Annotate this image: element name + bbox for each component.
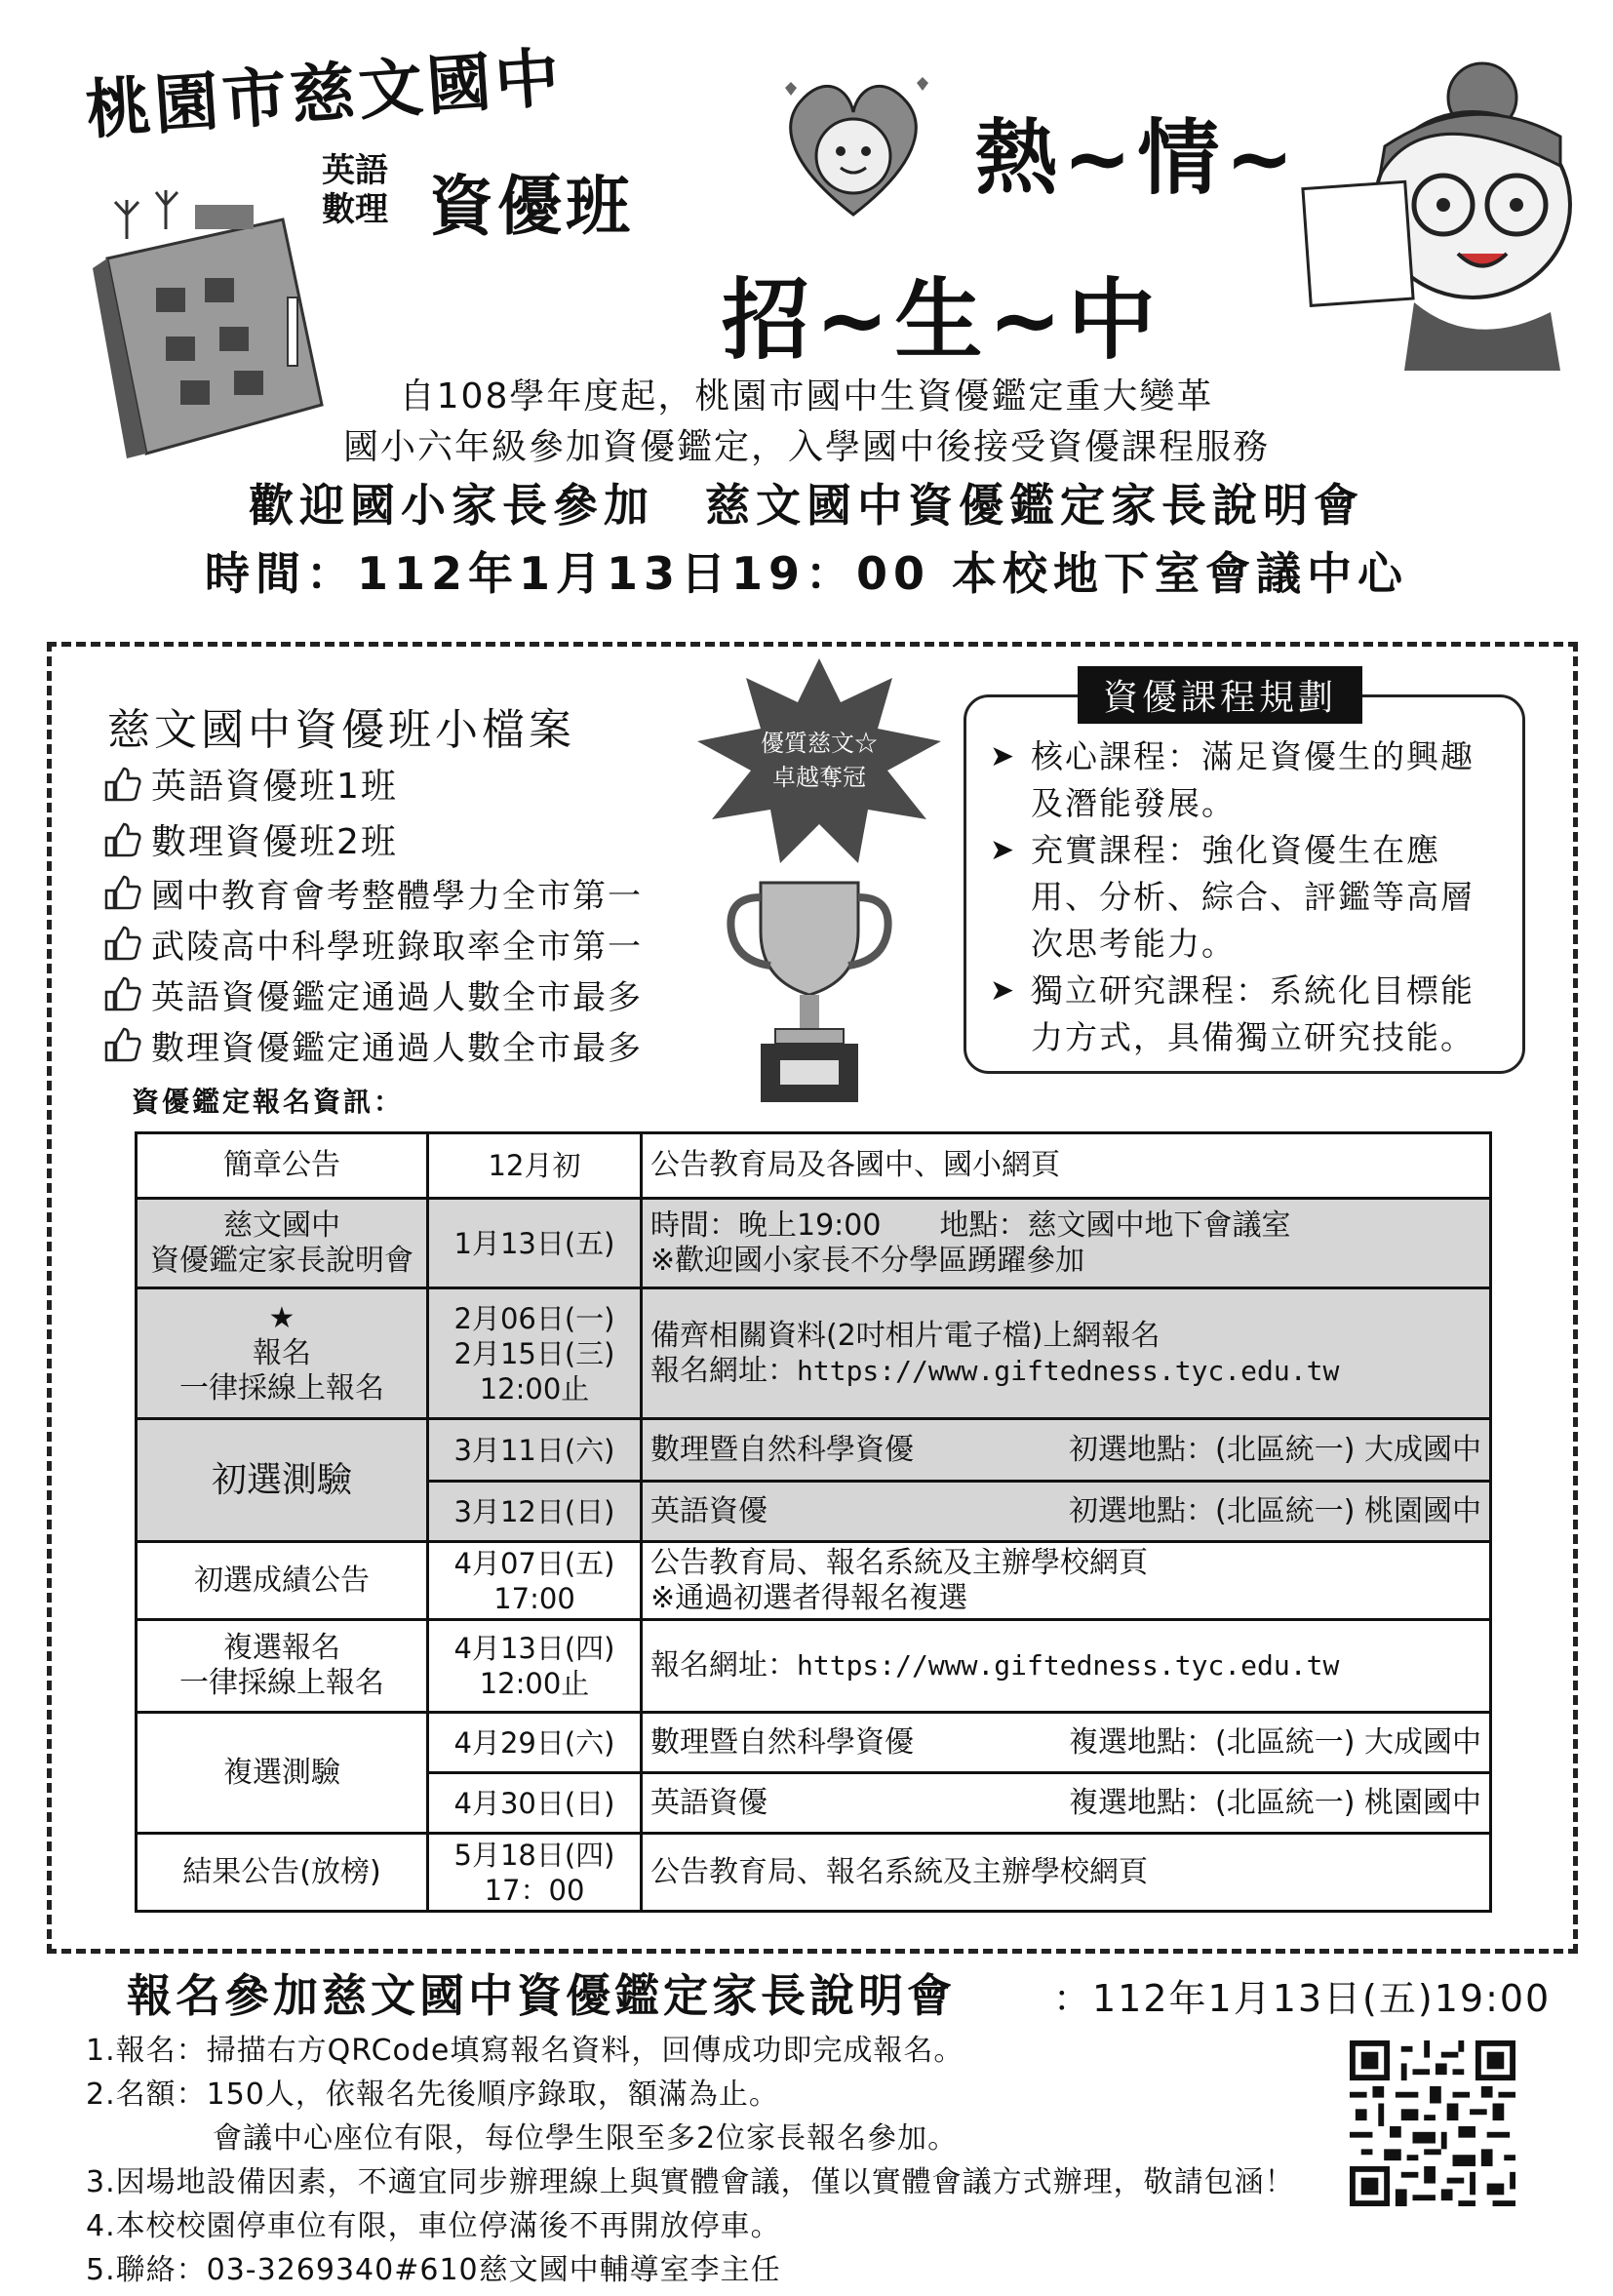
profile-item [102,812,643,867]
profile-item-text: 英語資優鑑定通過人數全市最多 [151,977,643,1017]
table-cell: 初選測驗 [137,1419,428,1542]
cell-line: 5月18日(四) [453,1838,615,1872]
qr-code[interactable] [1350,2040,1515,2206]
table-cell [642,1288,1491,1419]
thumbs-up-icon [102,974,141,1013]
cell-line: 慈文國中 [223,1207,340,1243]
note-item: 3.因場地設備因素，不適宜同步辦理線上與實體會議，僅以實體會議方式辦理，敬請包涵！ [86,2165,1295,2199]
test-subject: 英語資優 [650,1785,767,1820]
invite-line: 歡迎國小家長參加 慈文國中資優鑑定家長說明會 [249,479,1364,532]
cell-line: 12:00止 [479,1667,590,1700]
table-cell [642,1482,1491,1542]
cell-line: 報名 [253,1335,311,1370]
table-cell [642,1542,1491,1620]
class-label-math: 數理 [322,190,388,229]
registration-info-label: 資優鑑定報名資訊： [132,1086,405,1118]
profile-item [102,867,643,918]
course-plan-title: 資優課程規劃 [1078,666,1362,724]
footer-title: 報名參加慈文國中資優鑑定家長說明會 [127,1969,956,2022]
table-cell: 複選測驗 [137,1713,428,1834]
meeting-place: 地點：慈文國中地下會議室 [939,1207,1291,1243]
table-cell: 12月初 [428,1133,642,1199]
course-item-enrich: ➤ 充實課程：強化資優生在應用、分析、綜合、評鑑等高層次思考能力。 [990,827,1507,968]
course-item-core: ➤ 核心課程：滿足資優生的興趣及潛能發展。 [990,733,1507,827]
table-row [137,1419,1491,1482]
cell-line [650,1725,1481,1761]
cell-line: 公告教育局、報名系統及主辦學校網頁 [650,1545,1148,1580]
note-item: 5.聯絡：03-3269340#610慈文國中輔導室李主任 [86,2253,781,2287]
footer-time: ：112年1月13日(五)19:00 [1053,1977,1552,2020]
intro-line-1: 自108學年度起，桃園市國中生資優鑑定重大變革 [399,376,1214,416]
thumbs-up-icon [102,873,141,912]
profile-list [102,756,643,1070]
table-cell: 初選成績公告 [137,1542,428,1620]
note-item: 4.本校校園停車位有限，車位停滿後不再開放停車。 [86,2209,781,2243]
table-cell [137,1620,428,1713]
thumbs-up-icon [102,1025,141,1064]
headline-passion: 熱~情~ [975,110,1300,206]
cell-line: 17：00 [484,1873,585,1907]
table-cell: 3月11日(六) [428,1419,642,1482]
table-cell [642,1199,1491,1288]
profile-item-text: 數理資優班2班 [151,822,398,862]
cell-line: 2月06日(一) [453,1301,615,1335]
cell-line: 4月13日(四) [453,1632,615,1665]
table-row [137,1542,1491,1620]
table-cell [428,1542,642,1620]
cell-line: ※歡迎國小家長不分學區踴躍參加 [650,1243,1085,1278]
cell-line: ※通過初選者得報名複選 [650,1580,968,1615]
girl-mascot-illustration [1297,59,1580,371]
table-row [137,1713,1491,1773]
profile-item-text: 武陵高中科學班錄取率全市第一 [151,927,643,967]
table-cell [428,1620,642,1713]
table-cell: 簡章公告 [137,1133,428,1199]
table-row [137,1199,1491,1288]
profile-item [102,1019,643,1070]
headline-recruiting: 招~生~中 [722,269,1161,372]
test-location: 初選地點：(北區統一) 大成國中 [1069,1432,1481,1467]
cell-line [650,1494,1481,1529]
class-label-english: 英語 [322,151,388,190]
table-cell [428,1288,642,1419]
star-badge [692,658,946,863]
test-location: 初選地點：(北區統一) 桃園國中 [1069,1493,1481,1528]
star-icon: ★ [268,1300,295,1335]
table-row [137,1620,1491,1713]
thumbs-up-icon [102,765,141,804]
url-label: 報名網址： [650,1648,797,1682]
table-cell [642,1620,1491,1713]
heart-mascot-illustration [770,68,936,224]
table-cell [642,1419,1491,1482]
notes-list [86,2029,1295,2292]
table-cell: 4月30日(日) [428,1773,642,1834]
table-cell: 公告教育局、報名系統及主辦學校網頁 [642,1834,1491,1912]
registration-url-link[interactable]: https://www.giftedness.tyc.edu.tw [797,1354,1340,1387]
meeting-time-line: 時間：112年1月13日19：00 本校地下室會議中心 [204,547,1409,600]
table-cell [137,1288,428,1419]
test-location: 複選地點：(北區統一) 桃園國中 [1069,1785,1481,1820]
test-subject: 數理暨自然科學資優 [650,1724,914,1760]
cell-line: 一律採線上報名 [179,1370,384,1405]
cell-line [650,1433,1481,1468]
class-title: 資優班 [429,169,634,244]
table-cell: 公告教育局及各國中、國小網頁 [642,1133,1491,1199]
meeting-time: 時間：晚上19:00 [650,1207,882,1243]
intro-line-2: 國小六年級參加資優鑑定，入學國中後接受資優課程服務 [342,427,1270,467]
cell-line: 複選報名 [223,1631,340,1665]
cell-line: 4月07日(五) [453,1546,615,1580]
school-title: 桃園市慈文國中 [83,39,566,148]
course-list [990,733,1507,1061]
note-item: 會議中心座位有限，每位學生限至多2位家長報名參加。 [213,2121,959,2156]
test-subject: 英語資優 [650,1493,767,1528]
table-cell [642,1713,1491,1773]
table-cell: 4月29日(六) [428,1713,642,1773]
cell-line [650,1354,1481,1389]
table-row [137,1834,1491,1912]
test-subject: 數理暨自然科學資優 [650,1432,914,1467]
cell-line: 一律採線上報名 [179,1666,384,1700]
cell-line: 2月15日(三) [453,1336,615,1370]
table-cell: 1月13日(五) [428,1199,642,1288]
schedule-table [135,1131,1492,1913]
note-item: 2.名額：150人，依報名先後順序錄取，額滿為止。 [86,2078,779,2112]
cell-line: 資優鑑定家長說明會 [150,1243,413,1278]
table-cell: 3月12日(日) [428,1482,642,1542]
table-row [137,1288,1491,1419]
table-row [137,1133,1491,1199]
table-cell [137,1199,428,1288]
profile-item [102,756,643,812]
thumbs-up-icon [102,820,141,859]
table-cell [642,1773,1491,1834]
cell-line: 12:00止 [479,1371,590,1405]
badge-line-1: 優質慈文☆ [761,730,878,757]
thumbs-up-icon [102,924,141,963]
note-item: 1.報名：掃描右方QRCode填寫報名資料，回傳成功即完成報名。 [86,2034,964,2068]
cell-line [650,1786,1481,1821]
table-cell [428,1834,642,1912]
trophy-icon [722,873,897,1107]
url-label: 報名網址： [650,1353,797,1388]
cell-line [650,1208,1481,1244]
table-cell: 結果公告(放榜) [137,1834,428,1912]
profile-item [102,918,643,969]
profile-title: 慈文國中資優班小檔案 [107,705,575,755]
cell-line: 備齊相關資料(2吋相片電子檔)上網報名 [650,1318,1161,1353]
cell-line: 17:00 [493,1581,575,1615]
badge-line-2: 卓越奪冠 [772,764,866,791]
profile-item-text: 數理資優鑑定通過人數全市最多 [151,1028,643,1068]
course-item-research: ➤ 獨立研究課程：系統化目標能力方式，具備獨立研究技能。 [990,968,1507,1061]
profile-item-text: 英語資優班1班 [151,767,398,807]
test-location: 複選地點：(北區統一) 大成國中 [1069,1724,1481,1760]
profile-item [102,969,643,1019]
registration-url-link[interactable]: https://www.giftedness.tyc.edu.tw [797,1649,1340,1682]
profile-item-text: 國中教育會考整體學力全市第一 [151,876,643,916]
